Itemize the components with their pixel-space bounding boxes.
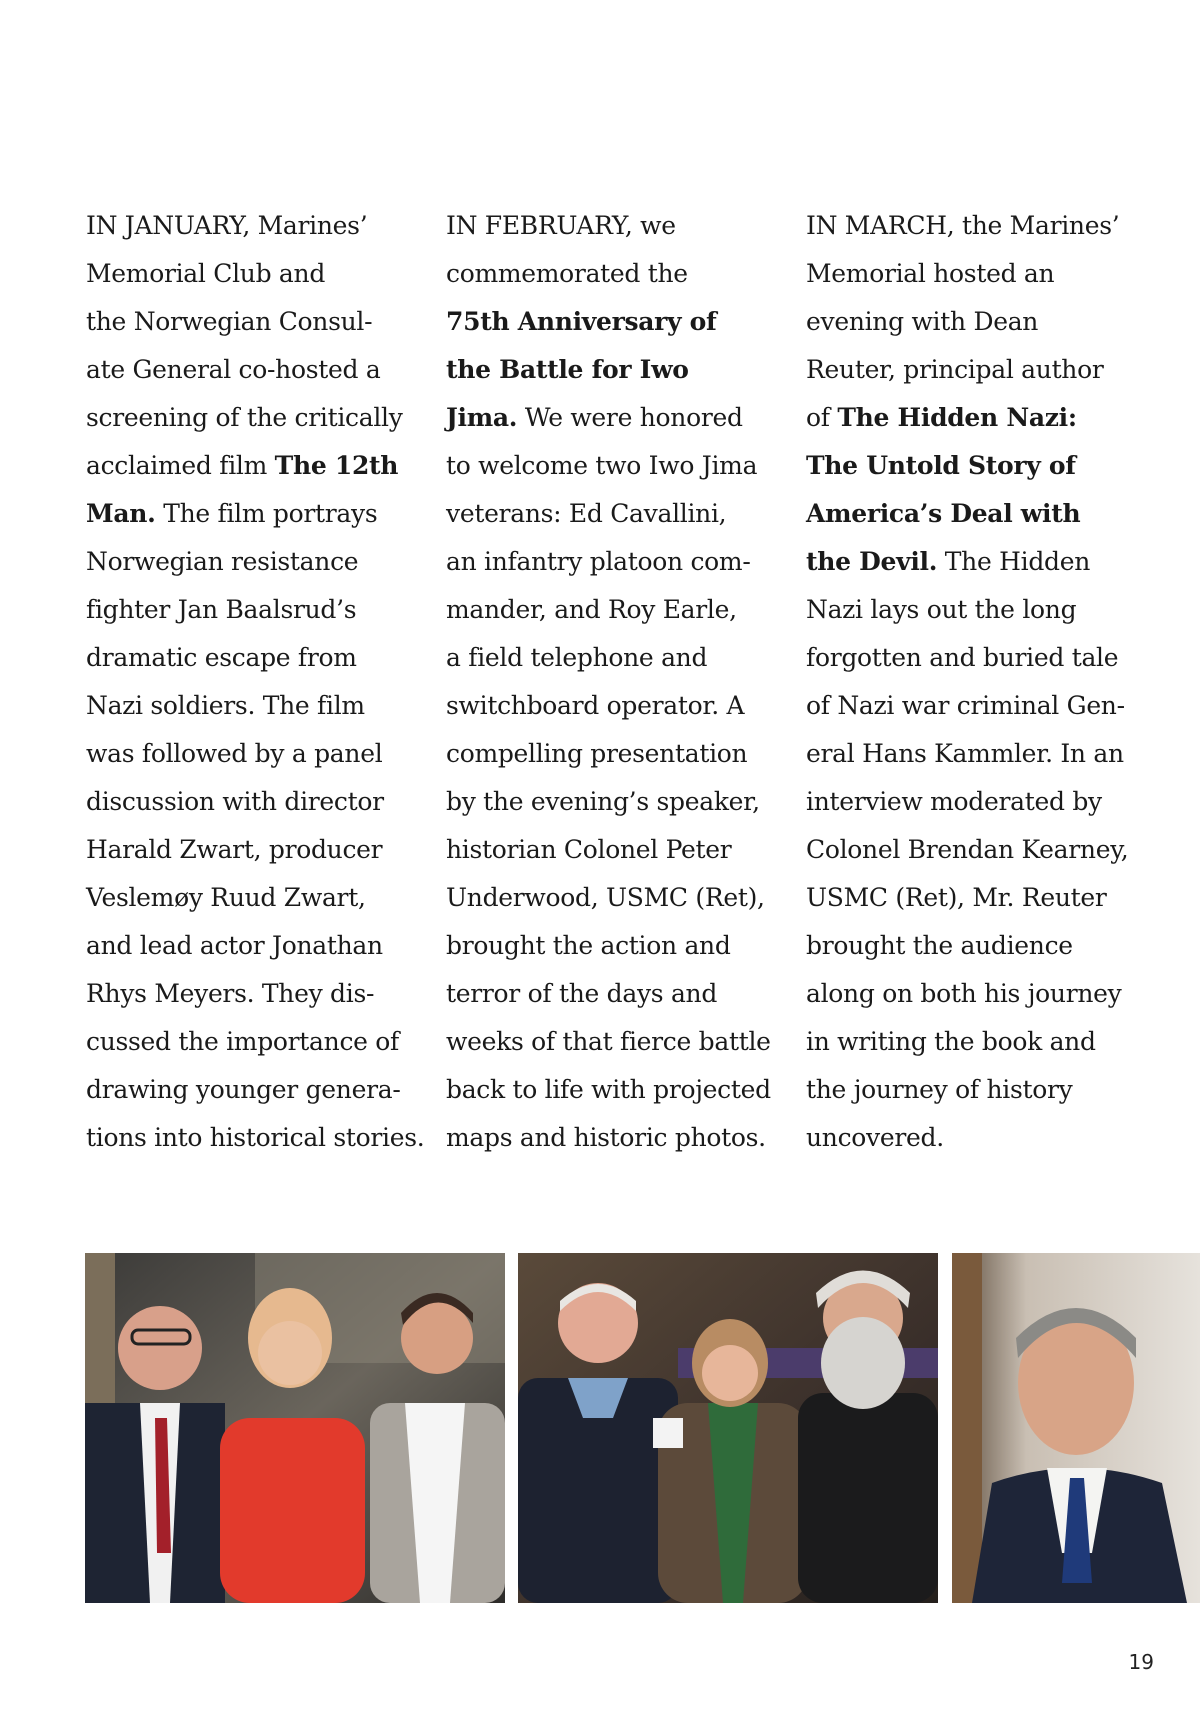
text-line [806, 682, 1136, 730]
body-text: Memorial Club and [86, 259, 326, 288]
text-line [806, 394, 1136, 442]
body-text: was followed by a panel [86, 739, 383, 768]
text-line [86, 730, 416, 778]
body-text: commemorated the [446, 259, 688, 288]
body-text: eral Hans Kammler. In an [806, 739, 1124, 768]
body-text: The film portrays [155, 499, 378, 528]
text-line [806, 730, 1136, 778]
text-line [446, 682, 776, 730]
february-article [446, 202, 776, 1162]
body-text: Colonel Brendan Kearney, [806, 835, 1129, 864]
text-line [86, 538, 416, 586]
text-line [86, 874, 416, 922]
body-text: Veslemøy Ruud Zwart, [86, 883, 366, 912]
text-line [806, 202, 1136, 250]
text-line [86, 202, 416, 250]
text-line [806, 298, 1136, 346]
body-text: screening of the critically [86, 403, 403, 432]
text-line [446, 202, 776, 250]
body-text: Nazi soldiers. The film [86, 691, 365, 720]
body-text: weeks of that fierce battle [446, 1027, 771, 1056]
bold-title-text: the Devil. [806, 547, 938, 576]
body-text: IN JANUARY, Marines’ [86, 211, 368, 240]
body-text: along on both his journey [806, 979, 1122, 1008]
text-line [806, 922, 1136, 970]
body-text: of [806, 403, 838, 432]
body-text: of Nazi war criminal Gen- [806, 691, 1125, 720]
text-line [806, 1066, 1136, 1114]
text-line [446, 490, 776, 538]
text-line [86, 586, 416, 634]
body-text: back to life with projected [446, 1075, 771, 1104]
body-text: by the evening’s speaker, [446, 787, 760, 816]
body-text: cussed the importance of [86, 1027, 400, 1056]
text-line [86, 490, 416, 538]
photo-strip [85, 1253, 1200, 1603]
body-text: historian Colonel Peter [446, 835, 732, 864]
text-line [446, 1018, 776, 1066]
text-line [806, 826, 1136, 874]
text-line [806, 490, 1136, 538]
body-text: Underwood, USMC (Ret), [446, 883, 765, 912]
march-article [806, 202, 1136, 1162]
text-line [86, 970, 416, 1018]
body-text: veterans: Ed Cavallini, [446, 499, 727, 528]
text-line [446, 922, 776, 970]
body-text: Nazi lays out the long [806, 595, 1077, 624]
text-line [86, 346, 416, 394]
body-text: drawing younger genera- [86, 1075, 401, 1104]
bold-title-text: The Untold Story of [806, 451, 1076, 480]
text-line [86, 250, 416, 298]
body-text: The Hidden [937, 547, 1091, 576]
text-line [86, 922, 416, 970]
bold-title-text: Man. [86, 499, 156, 528]
text-line [806, 1018, 1136, 1066]
text-line [446, 298, 776, 346]
text-line [86, 826, 416, 874]
body-text: compelling presentation [446, 739, 748, 768]
page-number: 19 [1128, 1650, 1154, 1674]
text-line [446, 826, 776, 874]
body-text: dramatic escape from [86, 643, 357, 672]
text-line [446, 970, 776, 1018]
body-text: terror of the days and [446, 979, 718, 1008]
january-article [86, 202, 425, 1162]
january-event-photo [85, 1253, 505, 1603]
text-line [446, 634, 776, 682]
body-text: switchboard operator. A [446, 691, 745, 720]
body-text: brought the audience [806, 931, 1073, 960]
text-line [446, 1066, 776, 1114]
bold-title-text: America’s Deal with [806, 499, 1081, 528]
body-text: to welcome two Iwo Jima [446, 451, 758, 480]
bold-title-text: 75th Anniversary of [446, 307, 717, 336]
body-text: IN MARCH, the Marines’ [806, 211, 1120, 240]
body-text: ate General co-hosted a [86, 355, 381, 384]
body-text: a field telephone and [446, 643, 708, 672]
body-text: evening with Dean [806, 307, 1039, 336]
bold-title-text: the Battle for Iwo [446, 355, 689, 384]
body-text: the journey of history [806, 1075, 1073, 1104]
body-text: forgotten and buried tale [806, 643, 1119, 672]
body-text: Reuter, principal author [806, 355, 1104, 384]
body-text: and lead actor Jonathan [86, 931, 383, 960]
body-text: fighter Jan Baalsrud’s [86, 595, 357, 624]
body-text: IN FEBRUARY, we [446, 211, 676, 240]
text-line [446, 346, 776, 394]
text-line [86, 682, 416, 730]
body-text: Memorial hosted an [806, 259, 1055, 288]
body-text: in writing the book and [806, 1027, 1096, 1056]
text-line [86, 1018, 416, 1066]
text-line [446, 394, 776, 442]
body-text: uncovered. [806, 1123, 944, 1152]
body-text: interview moderated by [806, 787, 1102, 816]
text-line [446, 1114, 776, 1162]
text-line [806, 874, 1136, 922]
body-text: acclaimed film [86, 451, 275, 480]
text-line [806, 250, 1136, 298]
body-text: tions into historical stories. [86, 1123, 425, 1152]
text-line [86, 1066, 416, 1114]
text-line [806, 778, 1136, 826]
body-text: the Norwegian Consul- [86, 307, 373, 336]
text-line [86, 298, 416, 346]
text-line [446, 442, 776, 490]
text-line [446, 538, 776, 586]
text-line [446, 730, 776, 778]
body-text: USMC (Ret), Mr. Reuter [806, 883, 1107, 912]
text-line [806, 634, 1136, 682]
text-line [86, 778, 416, 826]
text-line [446, 586, 776, 634]
body-text: Norwegian resistance [86, 547, 359, 576]
text-line [446, 874, 776, 922]
text-line [86, 1114, 425, 1162]
body-text: Harald Zwart, producer [86, 835, 383, 864]
bold-title-text: The Hidden Nazi: [837, 403, 1077, 432]
text-line [806, 1114, 1136, 1162]
text-line [806, 970, 1136, 1018]
body-text: discussion with director [86, 787, 384, 816]
body-text: mander, and Roy Earle, [446, 595, 737, 624]
text-line [806, 538, 1136, 586]
text-line [806, 442, 1136, 490]
text-line [446, 250, 776, 298]
text-line [86, 634, 416, 682]
bold-title-text: Jima. [446, 403, 518, 432]
body-text: an infantry platoon com- [446, 547, 751, 576]
text-line [806, 346, 1136, 394]
text-line [86, 394, 416, 442]
text-line [446, 778, 776, 826]
body-text: Rhys Meyers. They dis- [86, 979, 375, 1008]
february-event-photo [518, 1253, 938, 1603]
bold-title-text: The 12th [274, 451, 399, 480]
body-text: brought the action and [446, 931, 731, 960]
body-text: maps and historic photos. [446, 1123, 766, 1152]
body-text: We were honored [517, 403, 743, 432]
text-line [86, 442, 416, 490]
text-line [806, 586, 1136, 634]
march-author-photo [952, 1253, 1200, 1603]
